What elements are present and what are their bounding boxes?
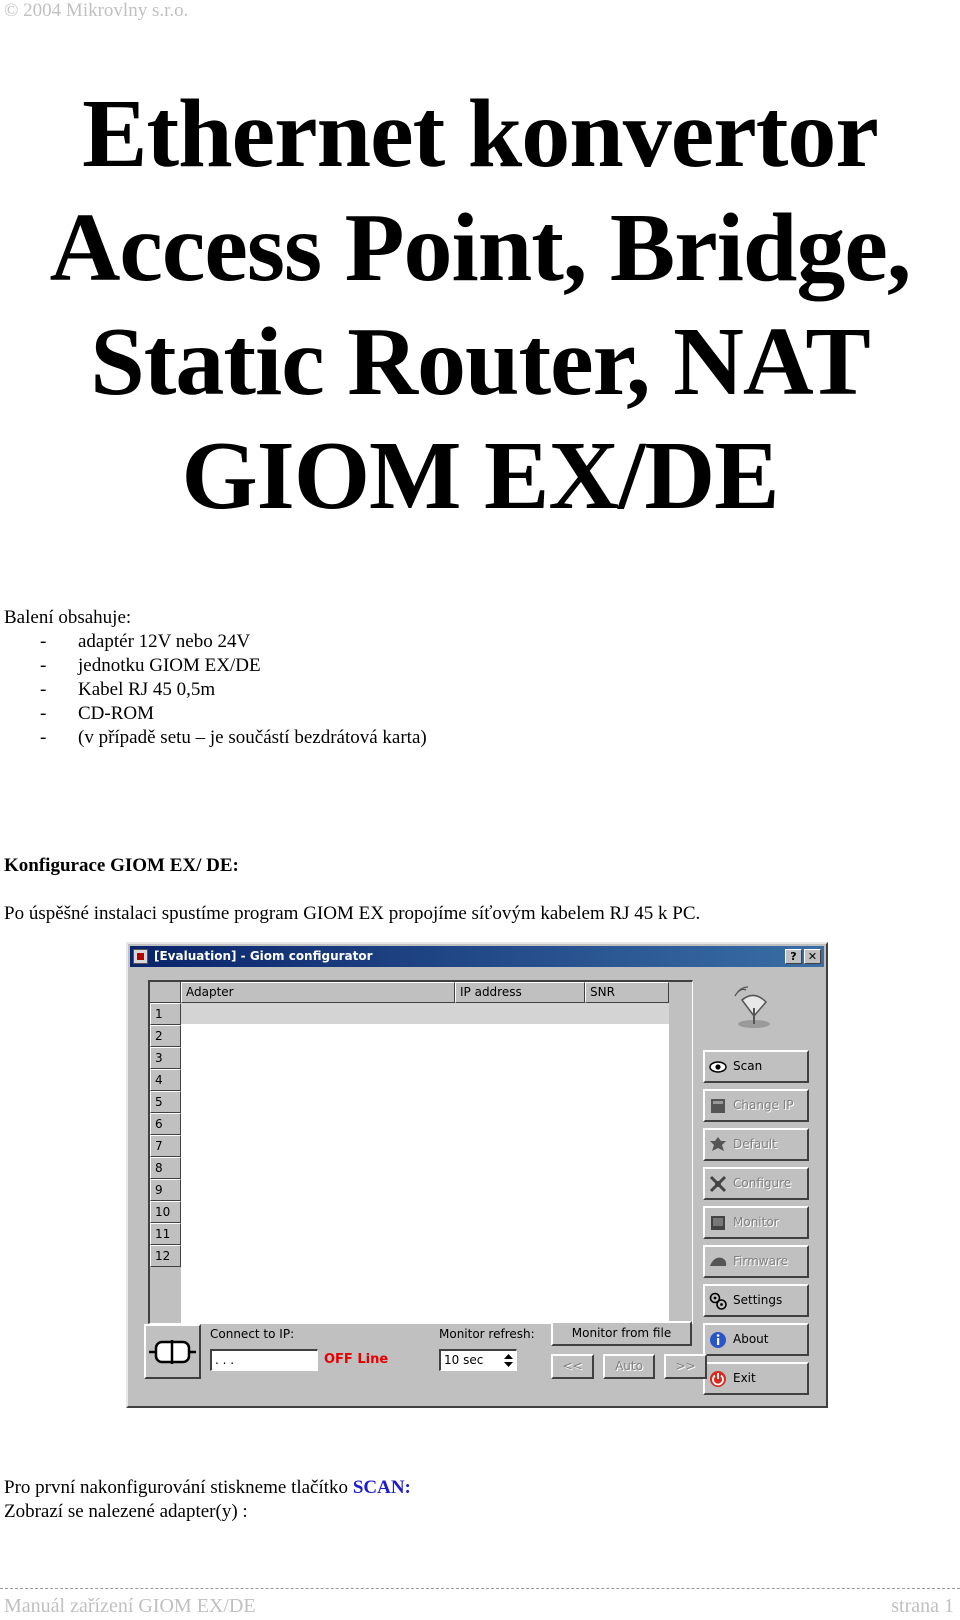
- row-number[interactable]: 8: [150, 1157, 181, 1179]
- column-header-snr[interactable]: SNR: [585, 982, 669, 1003]
- row-number[interactable]: 1: [150, 1003, 181, 1025]
- config-paragraph: Po úspěšné instalaci spustíme program GIOM EX propojíme síťovým kabelem RJ 45 k PC.: [4, 903, 701, 924]
- list-item: [40, 630, 427, 654]
- row-number[interactable]: 3: [150, 1047, 181, 1069]
- window-title: [Evaluation] - Giom configurator: [154, 949, 373, 963]
- change-ip-button-label: Change IP: [733, 1098, 794, 1112]
- list-dash: -: [40, 655, 47, 676]
- package-heading: Balení obsahuje:: [4, 607, 132, 628]
- eye-icon: [708, 1057, 728, 1077]
- list-item-text: adaptér 12V nebo 24V: [78, 631, 251, 652]
- configure-button[interactable]: [703, 1167, 809, 1200]
- auto-button[interactable]: Auto: [603, 1354, 655, 1379]
- scan-instruction: [4, 1476, 411, 1500]
- scan-instruction-text: Pro první nakonfigurování stiskneme tlačítko: [4, 1477, 353, 1498]
- column-header-adapter[interactable]: Adapter: [181, 982, 455, 1003]
- configure-button-label: Configure: [733, 1176, 792, 1190]
- config-heading: Konfigurace GIOM EX/ DE:: [4, 855, 239, 876]
- list-dash: -: [40, 679, 47, 700]
- monitor-refresh-value: 10 sec: [444, 1353, 484, 1367]
- selected-row[interactable]: [181, 1003, 669, 1024]
- package-contents-list: [40, 630, 427, 750]
- window-titlebar: [130, 946, 824, 967]
- monitor-refresh-spinner[interactable]: [439, 1349, 517, 1371]
- connect-to-ip-label: Connect to IP:: [210, 1327, 295, 1341]
- close-button[interactable]: ✕: [804, 949, 821, 964]
- firmware-button[interactable]: [703, 1245, 809, 1278]
- settings-icon: [708, 1291, 728, 1311]
- help-button[interactable]: ?: [785, 949, 802, 964]
- list-dash: -: [40, 727, 47, 748]
- row-number[interactable]: 4: [150, 1069, 181, 1091]
- firmware-button-label: Firmware: [733, 1254, 788, 1268]
- next-button[interactable]: >>: [664, 1354, 707, 1379]
- row-number[interactable]: 2: [150, 1025, 181, 1047]
- list-item: [40, 654, 427, 678]
- row-number-column: [150, 1003, 181, 1323]
- grid-right-gutter: [669, 982, 693, 1323]
- change-ip-icon: [708, 1096, 728, 1116]
- row-number[interactable]: 9: [150, 1179, 181, 1201]
- exit-icon: [708, 1369, 728, 1389]
- list-item: [40, 702, 427, 726]
- row-number[interactable]: 7: [150, 1135, 181, 1157]
- list-item: [40, 726, 427, 750]
- column-header-ip[interactable]: IP address: [455, 982, 585, 1003]
- scan-button[interactable]: [703, 1050, 809, 1083]
- default-icon: [708, 1135, 728, 1155]
- about-button[interactable]: [703, 1323, 809, 1356]
- settings-button-label: Settings: [733, 1293, 783, 1307]
- default-button[interactable]: [703, 1128, 809, 1161]
- satellite-dish-icon: [732, 986, 776, 1030]
- footer-divider: [0, 1588, 960, 1589]
- footer-page-number: strana 1: [891, 1595, 954, 1617]
- app-window-screenshot: [126, 942, 828, 1408]
- title-line-1: Ethernet konvertor: [82, 80, 878, 188]
- previous-button[interactable]: <<: [551, 1354, 594, 1379]
- row-number[interactable]: 6: [150, 1113, 181, 1135]
- grid-corner: [150, 982, 181, 1003]
- list-item-text: jednotku GIOM EX/DE: [78, 655, 261, 676]
- monitor-button[interactable]: [703, 1206, 809, 1239]
- configure-icon: [708, 1174, 728, 1194]
- monitor-button-label: Monitor: [733, 1215, 779, 1229]
- adapters-instruction: Zobrazí se nalezené adapter(y) :: [4, 1501, 248, 1522]
- exit-button-label: Exit: [733, 1371, 756, 1385]
- app-icon: [133, 949, 148, 964]
- row-number[interactable]: 5: [150, 1091, 181, 1113]
- about-button-label: About: [733, 1332, 769, 1346]
- list-item-text: Kabel RJ 45 0,5m: [78, 679, 216, 700]
- scan-button-label: Scan: [733, 1059, 763, 1073]
- copyright-notice: © 2004 Mikrovlny s.r.o.: [4, 0, 189, 21]
- adapter-grid[interactable]: [148, 980, 693, 1324]
- list-dash: -: [40, 703, 47, 724]
- monitor-icon: [708, 1213, 728, 1233]
- exit-button[interactable]: [703, 1362, 809, 1395]
- list-dash: -: [40, 631, 47, 652]
- monitor-from-file-button[interactable]: Monitor from file: [551, 1321, 692, 1346]
- list-item-text: CD-ROM: [78, 703, 155, 724]
- default-button-label: Default: [733, 1137, 777, 1151]
- change-ip-button[interactable]: [703, 1089, 809, 1122]
- row-number[interactable]: 10: [150, 1201, 181, 1223]
- connect-button[interactable]: [144, 1324, 201, 1379]
- title-line-2: Access Point, Bridge,: [49, 194, 911, 302]
- row-number[interactable]: 11: [150, 1223, 181, 1245]
- spinner-arrows-icon[interactable]: [503, 1353, 514, 1368]
- ip-address-input[interactable]: . . .: [210, 1349, 318, 1371]
- footer-manual-title: Manuál zařízení GIOM EX/DE: [4, 1595, 256, 1617]
- monitor-refresh-label: Monitor refresh:: [439, 1327, 535, 1341]
- connection-status: OFF Line: [324, 1352, 389, 1367]
- title-line-3: Static Router, NAT: [90, 308, 870, 416]
- firmware-icon: [708, 1252, 728, 1272]
- info-icon: [708, 1330, 728, 1350]
- row-number[interactable]: 12: [150, 1245, 181, 1267]
- settings-button[interactable]: [703, 1284, 809, 1317]
- list-item: [40, 678, 427, 702]
- title-line-4: GIOM EX/DE: [181, 422, 779, 530]
- plug-icon: [146, 1326, 199, 1377]
- list-item-text: (v případě setu – je součástí bezdrátová karta): [78, 727, 427, 748]
- scan-keyword: SCAN:: [352, 1477, 411, 1498]
